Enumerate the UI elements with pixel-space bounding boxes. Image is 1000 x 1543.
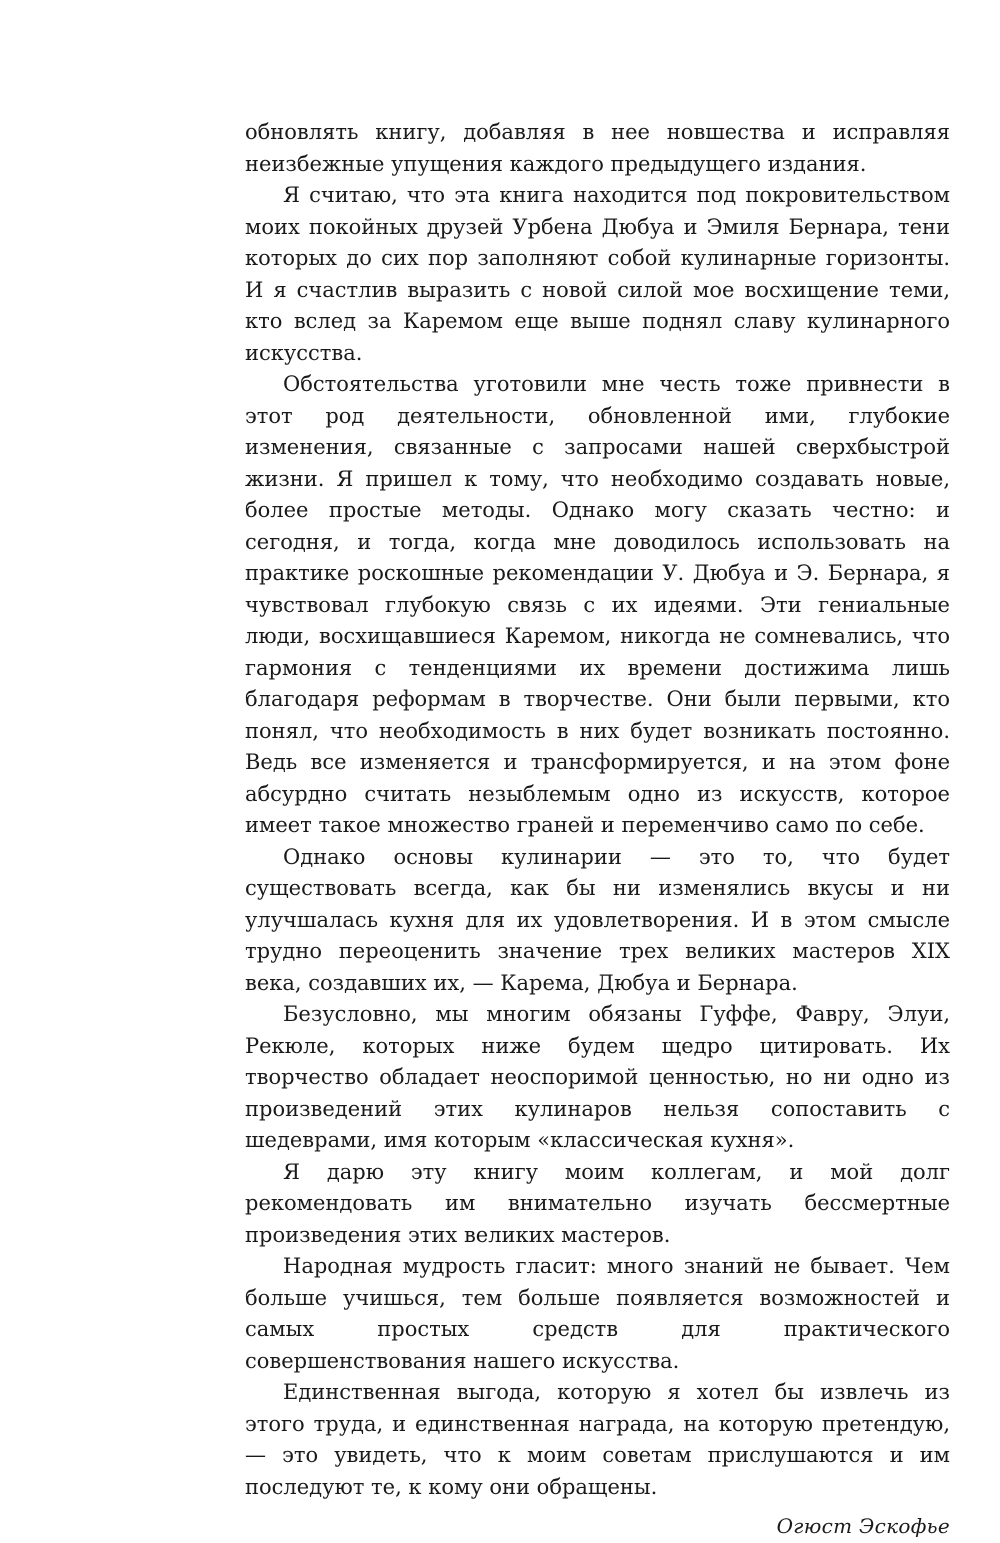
- paragraph-continuation: обновлять книгу, добавляя в нее новшества и исправляя неизбежные упущения каждого предыдущего издания.: [245, 120, 950, 176]
- paragraph: Народная мудрость гласит: много знаний не бывает. Чем больше учишься, тем больше появляется возможностей и самых простых средств для практического совершенствования нашего искусства.: [245, 1254, 950, 1373]
- document-page: [245, 117, 950, 1543]
- author-signature: Огюст Эскофье: [776, 1514, 950, 1538]
- paragraph: Единственная выгода, которую я хотел бы извлечь из этого труда, и единственная награда, на которую претендую, — это увидеть, что к моим советам прислушаются и им последуют те, к кому они обращены.: [245, 1380, 950, 1499]
- paragraph: Однако основы кулинарии — это то, что будет существовать всегда, как бы ни изменялись вкусы и ни улучшалась кухня для их удовлетворения. И в этом смысле трудно переоценить значение трех великих мастеров XIX века, создавших их, — Карема, Дюбуа и Бернара.: [245, 844, 950, 995]
- paragraph: Обстоятельства уготовили мне честь тоже привнести в этот род деятельности, обновленной ими, глубокие изменения, связанные с запросами нашей сверхбыстрой жизни. Я пришел к тому, что необходимо создавать новые, более простые методы. Однако могу сказать честно: и сегодня, и тогда, когда мне доводилось использовать на практике роскошные рекомендации У. Дюбуа и Э. Бернара, я чувствовал глубокую связь с их идеями. Эти гениальные люди, восхищавшиеся Каремом, никогда не сомневались, что гармония с тенденциями их времени достижима лишь благодаря реформам в творчестве. Они были первыми, кто понял, что необходимость в них будет возникать постоянно. Ведь все изменяется и трансформируется, и на этом фоне абсурдно считать незыблемым одно из искусств, которое имеет такое множество граней и переменчиво само по себе.: [245, 372, 950, 837]
- paragraph: Безусловно, мы многим обязаны Гуффе, Фавру, Элуи, Рекюле, которых ниже будем щедро цитировать. Их творчество обладает неоспоримой ценностью, но ни одно из произведений этих кулинаров нельзя сопоставить с шедеврами, имя которым «классическая кухня».: [245, 1002, 950, 1152]
- paragraph: Я дарю эту книгу моим коллегам, и мой долг рекомендовать им внимательно изучать бессмертные произведения этих великих мастеров.: [245, 1159, 950, 1247]
- paragraph: Я считаю, что эта книга находится под покровительством моих покойных друзей Урбена Дюбуа и Эмиля Бернара, тени которых до сих пор заполняют собой кулинарные горизонты. И я счастлив выразить с новой силой мое восхищение теми, кто вслед за Каремом еще выше поднял славу кулинарного искусства.: [245, 183, 950, 365]
